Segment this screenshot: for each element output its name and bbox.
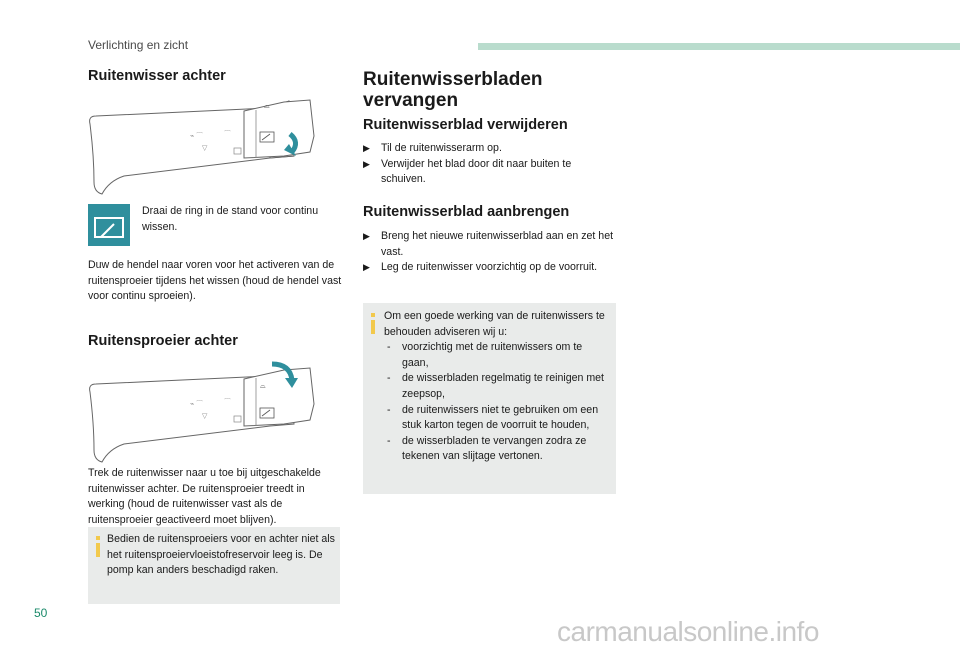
remove-list: [363, 141, 613, 188]
wiper-stalk-illustration: [84, 96, 334, 196]
tip-content: [384, 309, 610, 465]
svg-text:⌒: ⌒: [224, 399, 231, 406]
rear-wiper-body: Duw de hendel naar voren voor het activeren van de ruitensproeier tijdens het wissen (houd de hendel vast voor continu sproeien).: [88, 259, 342, 303]
watermark[interactable]: carmanualsonline.info: [557, 616, 819, 647]
install-list: [363, 229, 618, 276]
svg-text:⌁ ⌒: ⌁ ⌒: [190, 133, 204, 140]
install-title: Ruitenwisserblad aanbrengen: [363, 204, 570, 220]
rear-wiper-title: Ruitenwisser achter: [88, 68, 226, 84]
svg-text:⌒: ⌒: [224, 131, 231, 138]
svg-text:⌁ ⌒: ⌁ ⌒: [190, 401, 204, 408]
section-header: Verlichting en zicht: [88, 38, 189, 52]
washer-note: [88, 527, 340, 604]
rear-wiper-icon: [88, 204, 130, 246]
main-title: Ruitenwisserbladen vervangen: [363, 69, 543, 111]
list-item: ▶ Verwijder het blad door dit naar buiten te schuiven.: [363, 157, 572, 186]
bullet-arrow-icon: ▶: [363, 262, 370, 273]
svg-text:▽: ▽: [202, 413, 208, 420]
remove-title: Ruitenwisserblad verwijderen: [363, 117, 568, 133]
list-item: - de ruitenwissers niet te gebruiken om een stuk karton tegen de voorruit te houden,: [387, 403, 599, 432]
bullet-arrow-icon: ▶: [363, 143, 370, 153]
washer-stalk-illustration: [84, 358, 334, 463]
svg-text:⌓: ⌓: [264, 103, 270, 110]
list-item: - voorzichtig met de ruitenwissers om te gaan,: [387, 341, 583, 369]
bullet-arrow-icon: ▶: [363, 158, 370, 169]
header-bar: [478, 43, 960, 50]
svg-text:⌓: ⌓: [260, 383, 266, 390]
tip-intro: Om een goede werking van de ruitenwissers te behouden adviseren wij u:: [384, 310, 605, 338]
list-item: ▶ Til de ruitenwisserarm op.: [363, 141, 613, 157]
list-item: - de wisserbladen regelmatig te reinigen met zeepsop,: [387, 372, 604, 400]
info-marker-icon: [371, 313, 375, 317]
rear-washer-title: Ruitensproeier achter: [88, 333, 238, 349]
washer-note-text: Bedien de ruitensproeiers voor en achter niet als het ruitensproeiervloeistofreservoir leeg is. De pomp kan anders beschadigd raken.: [107, 533, 335, 577]
info-marker-icon: [96, 536, 100, 540]
list-item: ▶ Leg de ruitenwisser voorzichtig op de voorruit.: [363, 260, 618, 276]
list-item: ▶ Breng het nieuwe ruitenwisserblad aan en zet het vast.: [363, 230, 614, 258]
page-number: 50: [34, 606, 48, 620]
list-item: - de wisserbladen te vervangen zodra ze tekenen van slijtage vertonen.: [387, 434, 587, 463]
rear-washer-body: Trek de ruitenwisser naar u toe bij uitgeschakelde ruitenwisser achter. De ruitensproeier treedt in werking (houd de ruitenwisser vast als de ruitensproeier geactiveerd moet blijven).: [88, 467, 321, 526]
maintenance-tip: [363, 303, 616, 494]
bullet-arrow-icon: ▶: [363, 231, 370, 241]
svg-text:▽: ▽: [202, 145, 208, 152]
rear-wiper-icon-text: Draai de ring in de stand voor continu wissen.: [142, 205, 319, 233]
